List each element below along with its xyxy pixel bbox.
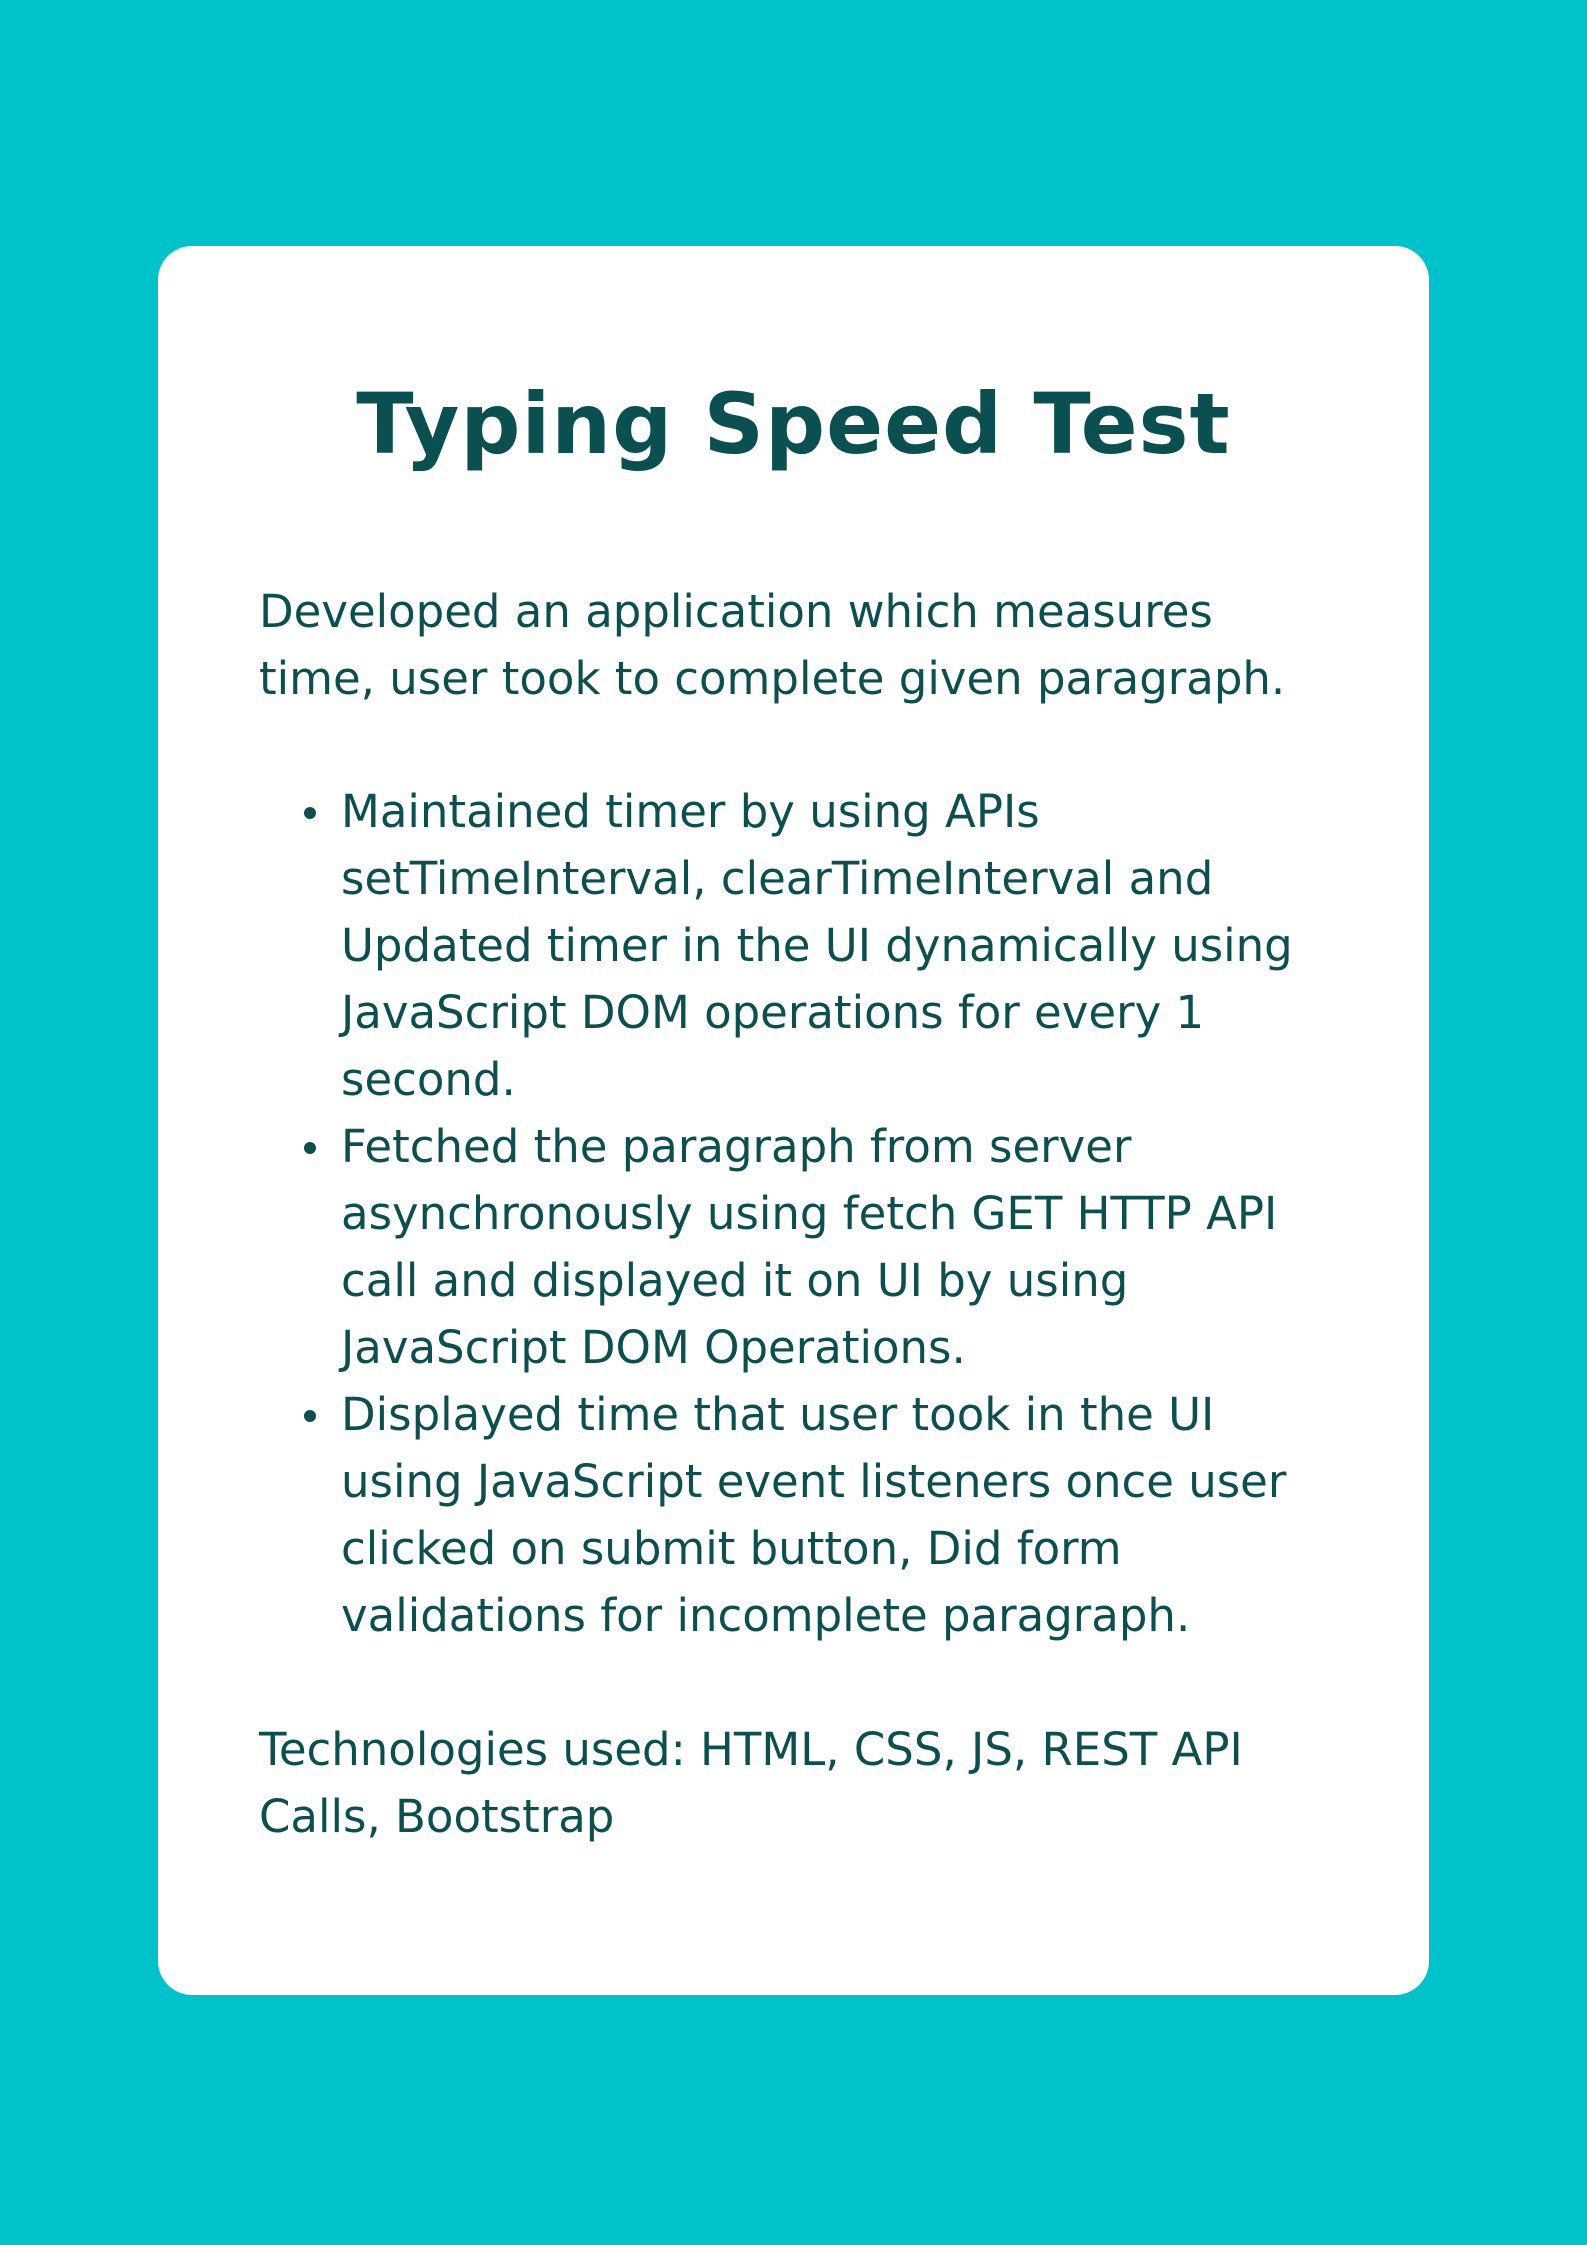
project-description <box>259 578 1339 1850</box>
technologies-used: Technologies used: HTML, CSS, JS, REST API Calls, Bootstrap <box>259 1723 1243 1843</box>
project-card <box>158 246 1429 1995</box>
feature-list <box>259 778 1339 1649</box>
list-item: Maintained timer by using APIs setTimeInterval, clearTimeInterval and Updated timer in the UI dynamically using JavaScript DOM operations for every 1 second. <box>259 778 1341 1113</box>
list-item: Fetched the paragraph from server asynchronously using fetch GET HTTP API call and displayed it on UI by using JavaScript DOM Operations. <box>259 1113 1341 1381</box>
intro-paragraph: Developed an application which measures time, user took to complete given paragraph. <box>259 585 1286 705</box>
project-title: Typing Speed Test <box>356 375 1231 473</box>
list-item: Displayed time that user took in the UI using JavaScript event listeners once user clicked on submit button, Did form validations for incomplete paragraph. <box>259 1381 1341 1649</box>
